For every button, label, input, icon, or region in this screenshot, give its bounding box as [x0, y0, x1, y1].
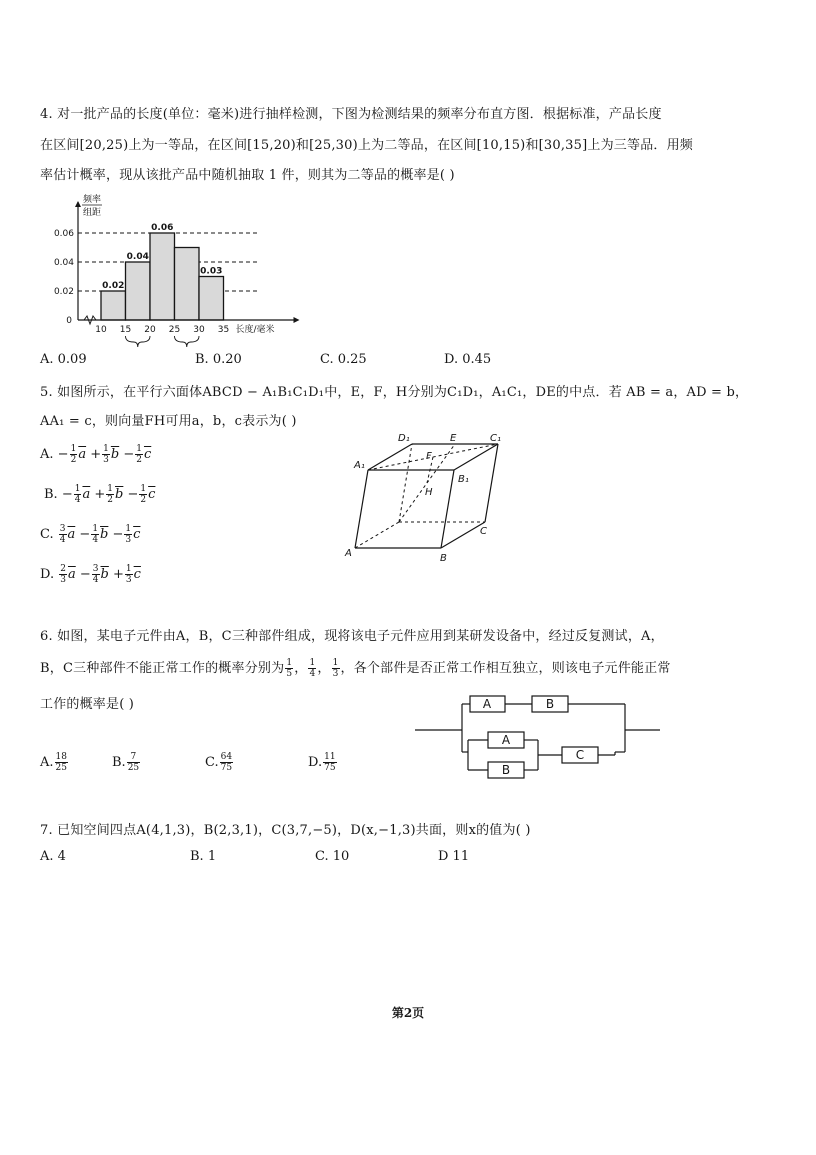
origin-label: 0	[66, 316, 72, 326]
q5-coefficient: $\frac{1}{2}$	[70, 444, 77, 465]
q7-text-line1: 7. 已知空间四点A(4,1,3)，B(2,3,1)，C(3,7,−5)，D(x,−1,3)共面，则x的值为( )	[40, 823, 531, 838]
q6-text-line2-tail: ，各个部件是否正常工作相互独立，则该电子元件能正常	[340, 661, 671, 676]
q5-vector: $\overline{b}$	[100, 527, 109, 542]
bar-value-label: 0.02	[102, 281, 125, 291]
x-tick-label: 25	[168, 325, 181, 335]
hidden-edge-d-d1	[399, 444, 412, 522]
x-axis-arrow	[294, 317, 300, 323]
q5-text-line2-main: ，则向量FH可用a，b，c表示为( )	[91, 414, 297, 429]
y-tick-label: 0.06	[53, 229, 74, 239]
q5-sign: +	[90, 447, 102, 462]
y-axis-label-top: 频率	[82, 195, 102, 205]
histogram-bar	[199, 277, 224, 321]
y-tick-label: 0.04	[53, 258, 74, 268]
edge-c1-c	[485, 444, 498, 522]
histogram-bar	[101, 291, 126, 320]
q4-option-b[interactable]: B. 0.20	[195, 352, 242, 367]
q6-option-a[interactable]	[40, 752, 69, 773]
q5-vector: $\overline{c}$	[133, 527, 141, 542]
q4-text-line3: 率估计概率，现从该批产品中随机抽取 1 件，则其为二等品的概率是( )	[40, 168, 455, 183]
q5-text-line1-main: 5. 如图所示，在平行六面体ABCD − A₁B₁C₁D₁中，E，F，H分别为C₁D₁，A₁C₁，DE的中点．若	[40, 385, 622, 400]
y-tick-label: 0.02	[53, 287, 74, 297]
frequency-histogram	[30, 190, 340, 350]
bar-value-label: 0.04	[126, 252, 149, 262]
q5-coefficient: $\frac{1}{3}$	[125, 524, 132, 545]
q6-option-label: B.	[112, 755, 126, 770]
q7-option-b[interactable]: B. 1	[190, 849, 217, 864]
label-c1: C₁	[490, 433, 501, 444]
handwritten-brace	[126, 336, 151, 347]
q5-sign: −	[57, 447, 69, 462]
q5-coefficient: $\frac{1}{4}$	[92, 524, 99, 545]
component-label-mid-a: A	[501, 733, 511, 747]
q5-coefficient: $\frac{1}{2}$	[107, 484, 114, 505]
q5-option-c[interactable]	[40, 524, 140, 545]
q5-vector: $\overline{a}$	[82, 487, 91, 502]
q5-sign: +	[112, 567, 124, 582]
label-a: A	[345, 548, 352, 559]
q5-sign: −	[112, 527, 124, 542]
parallelepiped-figure	[340, 430, 510, 570]
q6-option-d[interactable]	[308, 752, 338, 773]
q6-option-fraction: $\frac{18}{25}$	[55, 752, 67, 773]
x-tick-label: 15	[119, 325, 132, 335]
label-c: C	[480, 526, 487, 537]
q7-option-a[interactable]: A. 4	[40, 849, 66, 864]
label-d1: D₁	[398, 433, 410, 444]
q6-option-fraction: $\frac{64}{75}$	[220, 752, 233, 773]
q7-option-c[interactable]: C. 10	[315, 849, 350, 864]
q6-option-label: A.	[40, 755, 54, 770]
q5-sign: −	[79, 567, 91, 582]
q5-text-line1	[40, 381, 748, 400]
q5-vector: $\overline{a}$	[67, 567, 76, 582]
q6-text-line2-head: B，C三种部件不能正常工作的概率分别为	[40, 661, 285, 676]
q5-sign: −	[127, 487, 139, 502]
q5-coefficient: $\frac{3}{4}$	[59, 524, 66, 545]
q5-sign: +	[94, 487, 106, 502]
q6-option-c[interactable]	[205, 752, 234, 773]
q5-option-b[interactable]	[44, 484, 155, 505]
bar-value-label: 0.03	[200, 266, 223, 277]
circuit-diagram	[410, 690, 670, 785]
q6-text-line3: 工作的概率是( )	[40, 697, 135, 712]
page-footer: 第2页	[391, 1006, 425, 1020]
handwritten-brace	[175, 336, 200, 347]
q5-vector: $\overline{a}$	[78, 447, 87, 462]
label-h: H	[425, 487, 433, 498]
x-tick-label: 35	[217, 325, 230, 335]
component-label-top-a: A	[482, 697, 492, 711]
q5-vector: $\overline{b}$	[115, 487, 124, 502]
y-axis-arrow	[75, 201, 81, 207]
q5-coefficient: $\frac{2}{3}$	[60, 564, 66, 585]
q5-sign: −	[123, 447, 135, 462]
q5-coefficient: $\frac{1}{2}$	[136, 444, 142, 465]
x-tick-label: 20	[144, 325, 156, 335]
component-label-c: C	[575, 748, 585, 762]
q5-option-label: B.	[44, 487, 58, 502]
q5-coefficient: $\frac{1}{2}$	[140, 484, 147, 505]
label-b1: B₁	[458, 474, 469, 485]
q6-text-line1: 6. 如图，某电子元件由A，B，C三种部件组成，现将该电子元件应用到某研发设备中，经过反复测试，A，	[40, 629, 664, 644]
q4-text-line2: 在区间[20,25)上为一等品，在区间[15,20)和[25,30)上为二等品，在区间[10,15)和[30,35]上为三等品．用频	[40, 138, 693, 153]
q5-vector: $\overline{b}$	[110, 447, 120, 462]
q5-option-a[interactable]	[40, 444, 151, 465]
q5-text-line1-tail: AB = a，AD = b，	[626, 385, 749, 400]
q6-prob-a: $\frac{1}{5}$	[286, 658, 293, 679]
q5-option-d[interactable]	[40, 564, 141, 585]
edge-b1-b	[441, 470, 454, 548]
edge-a1-d1	[368, 444, 412, 470]
histogram-bar	[175, 248, 200, 321]
q7-option-d[interactable]: D 11	[438, 849, 470, 864]
edge-a1-a	[355, 470, 368, 548]
q5-vector: $\overline{c}$	[133, 567, 141, 582]
x-tick-label: 10	[95, 325, 107, 335]
x-axis-label: 长度/毫米	[235, 325, 275, 335]
q5-sign: −	[79, 527, 91, 542]
q5-coefficient: $\frac{1}{3}$	[125, 564, 132, 585]
edge-b-c	[441, 522, 485, 548]
q6-option-b[interactable]	[112, 752, 141, 773]
label-f: F	[426, 451, 432, 462]
q5-vector: $\overline{c}$	[143, 447, 152, 462]
label-b: B	[440, 553, 447, 564]
bar-value-label: 0.06	[151, 223, 174, 233]
q6-option-fraction: $\frac{11}{75}$	[324, 752, 336, 773]
label-a1: A₁	[354, 460, 365, 471]
q5-sign: −	[61, 487, 73, 502]
histogram-bar	[126, 262, 151, 320]
q5-coefficient: $\frac{1}{4}$	[74, 484, 81, 505]
q4-text-line1: 4. 对一批产品的长度(单位：毫米)进行抽样检测，下图为检测结果的频率分布直方图．根据标准，产品长度	[40, 107, 662, 122]
q5-option-label: D.	[40, 567, 55, 582]
q5-coefficient: $\frac{3}{4}$	[92, 564, 99, 585]
y-axis-label-bottom: 组距	[82, 208, 102, 218]
label-e: E	[450, 433, 457, 444]
q5-option-label: A.	[40, 447, 54, 462]
q6-option-label: C.	[205, 755, 219, 770]
q4-option-c[interactable]: C. 0.25	[320, 352, 367, 367]
component-label-top-b: B	[545, 697, 555, 711]
q5-text-line2	[40, 410, 297, 429]
q5-vector: $\overline{a}$	[67, 527, 76, 542]
q4-option-a[interactable]: A. 0.09	[40, 352, 87, 367]
component-label-low-b: B	[501, 763, 511, 777]
q5-text-line2-head: AA₁ = c	[40, 414, 92, 429]
hidden-edge-a-d	[355, 522, 399, 548]
q6-text-line2: B，C三种部件不能正常工作的概率分别为 $\frac{1}{5}$ ， $\frac{1}{4}$ ， $\frac{1}{3}$ ，各个部件是否正常工作相互独立，则该电子元件能正常	[40, 658, 671, 679]
q6-option-fraction: $\frac{7}{25}$	[127, 752, 140, 773]
q6-prob-c: $\frac{1}{3}$	[332, 658, 339, 679]
q5-vector: $\overline{c}$	[148, 487, 156, 502]
q6-prob-b: $\frac{1}{4}$	[309, 658, 316, 679]
q6-option-label: D.	[308, 755, 323, 770]
q5-option-label: C.	[40, 527, 54, 542]
q4-option-d[interactable]: D. 0.45	[444, 352, 492, 367]
q5-vector: $\overline{b}$	[100, 567, 109, 582]
x-tick-label: 30	[193, 325, 205, 335]
q5-coefficient: $\frac{1}{3}$	[103, 444, 109, 465]
histogram-bar	[150, 233, 175, 320]
